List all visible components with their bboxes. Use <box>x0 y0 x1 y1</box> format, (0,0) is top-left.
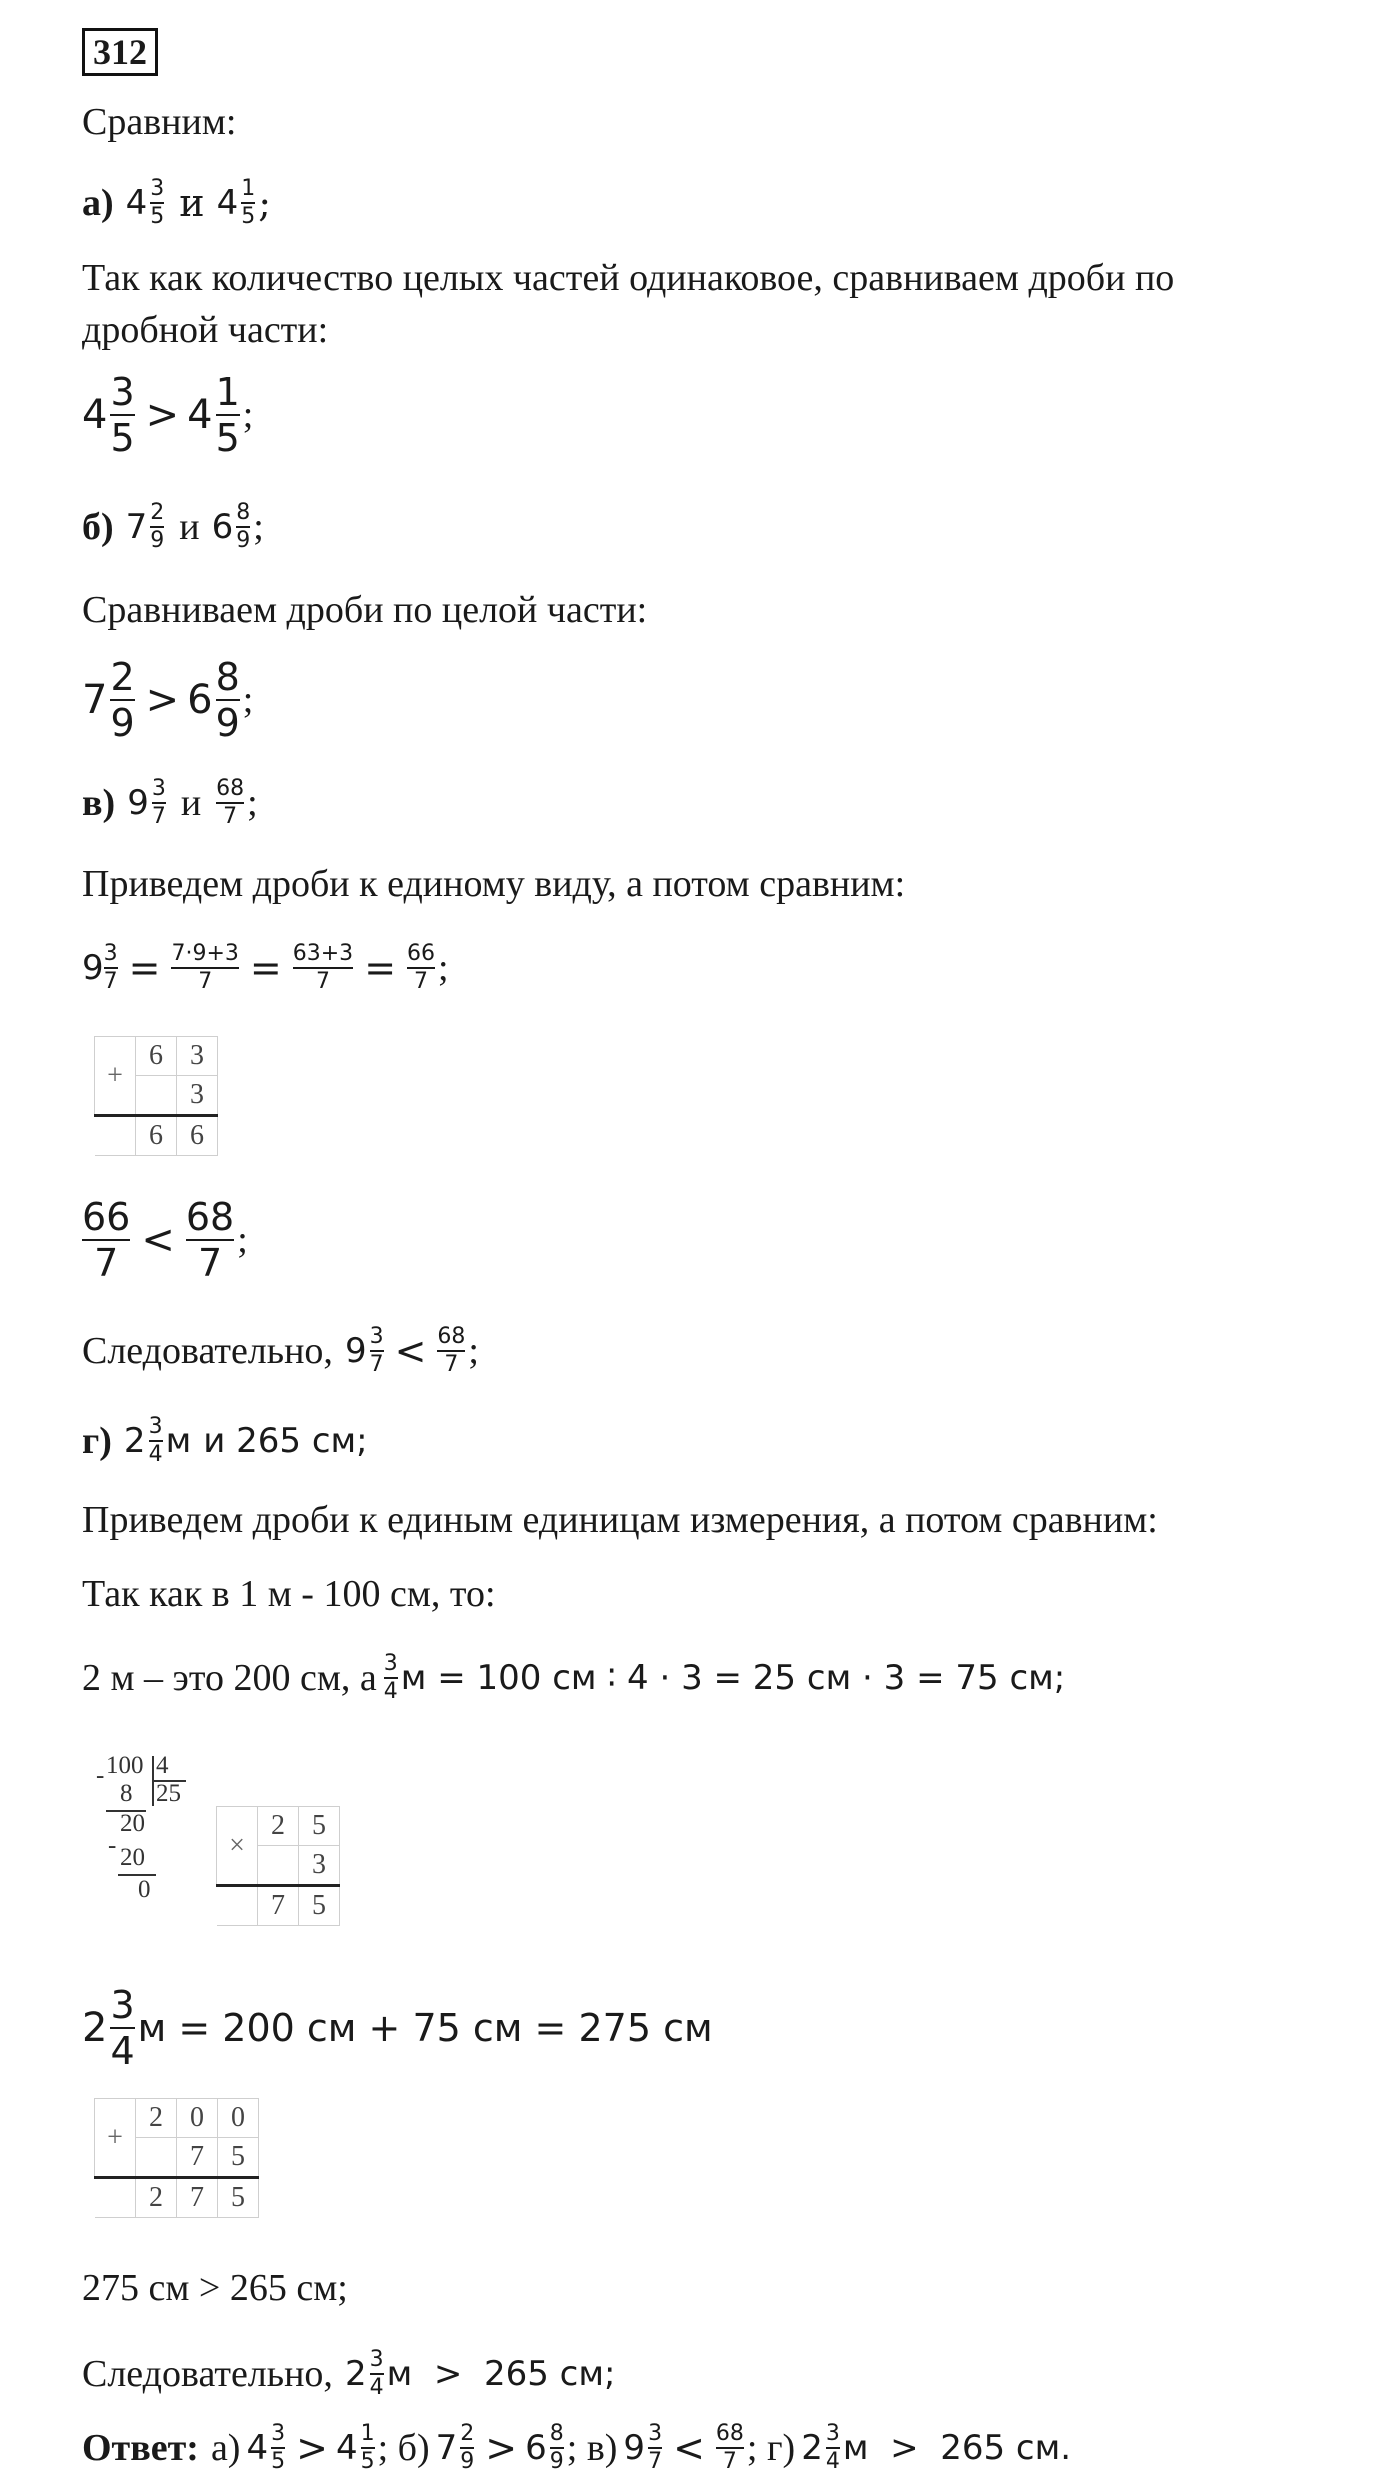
part-g-explanation: Приведем дроби к единым единицам измерения, а потом сравним: <box>82 1499 1158 1541</box>
addition-grid-v: + 6 3 3 6 6 <box>94 1036 218 1156</box>
fraction: $\frac{3}{7}$ <box>103 941 118 994</box>
fraction: $\frac{63+3}{7}$ <box>292 941 354 994</box>
part-g-conclusion: Следовательно, 2 $\frac{3}{4}$ м > 265 см; <box>82 2347 616 2400</box>
part-g-fact: Так как в 1 м - 100 см, то: <box>82 1573 496 1615</box>
fraction: $\frac{3}{4}$ <box>383 1651 398 1704</box>
fraction: $\frac{1}{5}$ <box>215 369 240 461</box>
part-g-sum: 2 $\frac{3}{4}$ м = 200 см + 75 см = 275 см <box>82 1982 713 2074</box>
part-b-result: 7 $\frac{2}{9}$ > 6 $\frac{8}{9}$ ; <box>82 654 254 746</box>
fraction: $\frac{66}{7}$ <box>82 1194 131 1286</box>
part-a-explanation-2: дробной части: <box>82 309 329 351</box>
part-b-label: б) <box>82 506 114 548</box>
fraction: $\frac{3}{4}$ <box>825 2421 840 2474</box>
fraction: $\frac{7\cdot 9+3}{7}$ <box>171 941 239 994</box>
answer-label: Ответ: <box>82 2427 199 2469</box>
answer-line: Ответ: а) 4 $\frac{3}{5}$ > 4 $\frac{1}{5}$ ; б) 7 $\frac{2}{9}$ > 6 $\frac{8}{9}$ ; в) 9 $\frac{3}{7}$ < $\frac{68}{7}$ ; г) 2 $\frac{3}{4}$ м > 265 см. <box>82 2421 1072 2474</box>
addition-grid-g: + 2 0 0 7 5 2 7 5 <box>94 2098 259 2218</box>
fraction: $\frac{3}{4}$ <box>369 2347 384 2400</box>
task-number: 312 <box>82 28 158 76</box>
fraction: $\frac{68}{7}$ <box>715 2421 744 2474</box>
fraction: $\frac{68}{7}$ <box>216 776 245 829</box>
part-v-compare: $\frac{66}{7}$ < $\frac{68}{7}$ ; <box>82 1194 248 1286</box>
fraction: $\frac{3}{5}$ <box>110 369 135 461</box>
fraction: $\frac{3}{4}$ <box>148 1414 163 1467</box>
fraction: $\frac{3}{7}$ <box>151 776 166 829</box>
part-b-explanation: Сравниваем дроби по целой части: <box>82 589 648 631</box>
fraction: $\frac{2}{9}$ <box>150 500 165 553</box>
fraction: $\frac{1}{5}$ <box>360 2421 375 2474</box>
part-v-statement: в) 9 $\frac{3}{7}$ и $\frac{68}{7}$ ; <box>82 776 258 829</box>
fraction: $\frac{8}{9}$ <box>549 2421 564 2474</box>
fraction: $\frac{3}{7}$ <box>648 2421 663 2474</box>
part-a-statement: а) 4 $\frac{3}{5}$ и 4 $\frac{1}{5}$ ; <box>82 176 272 229</box>
fraction: $\frac{3}{5}$ <box>271 2421 286 2474</box>
fraction: $\frac{66}{7}$ <box>407 941 436 994</box>
fraction: $\frac{3}{7}$ <box>369 1324 384 1377</box>
fraction: $\frac{8}{9}$ <box>215 654 240 746</box>
part-g-compare: 275 см > 265 см; <box>82 2267 348 2309</box>
part-a-label: а) <box>82 182 114 224</box>
intro-text: Сравним: <box>82 101 237 143</box>
fraction: $\frac{2}{9}$ <box>110 654 135 746</box>
fraction: $\frac{8}{9}$ <box>236 500 251 553</box>
part-a-result: 4 $\frac{3}{5}$ > 4 $\frac{1}{5}$ ; <box>82 369 254 461</box>
part-b-statement: б) 7 $\frac{2}{9}$ и 6 $\frac{8}{9}$ ; <box>82 500 264 553</box>
fraction: $\frac{2}{9}$ <box>460 2421 475 2474</box>
part-v-conversion: 9 $\frac{3}{7}$ = $\frac{7\cdot 9+3}{7}$ = $\frac{63+3}{7}$ = $\frac{66}{7}$ ; <box>82 941 449 994</box>
long-division: - 100 4 25 8 20 - 20 0 <box>96 1752 216 1952</box>
fraction: $\frac{68}{7}$ <box>437 1324 466 1377</box>
part-g-statement: г) 2 $\frac{3}{4}$ м и 265 см; <box>82 1414 368 1467</box>
fraction: $\frac{1}{5}$ <box>241 176 256 229</box>
part-v-conclusion: Следовательно, 9 $\frac{3}{7}$ < $\frac{68}{7}$ ; <box>82 1324 479 1377</box>
part-a-explanation-1: Так как количество целых частей одинаковое, сравниваем дроби по <box>82 257 1175 299</box>
multiplication-grid-g: × 2 5 3 7 5 <box>216 1806 340 1926</box>
part-v-explanation: Приведем дроби к единому виду, а потом сравним: <box>82 863 906 905</box>
fraction: $\frac{3}{4}$ <box>110 1982 135 2074</box>
part-g-conversion-line: 2 м – это 200 см, а $\frac{3}{4}$ м = 100 см ∶ 4 · 3 = 25 см · 3 = 75 см; <box>82 1651 1066 1704</box>
fraction: $\frac{3}{5}$ <box>150 176 165 229</box>
part-v-label: в) <box>82 782 116 824</box>
part-g-label: г) <box>82 1420 112 1462</box>
fraction: $\frac{68}{7}$ <box>185 1194 235 1286</box>
